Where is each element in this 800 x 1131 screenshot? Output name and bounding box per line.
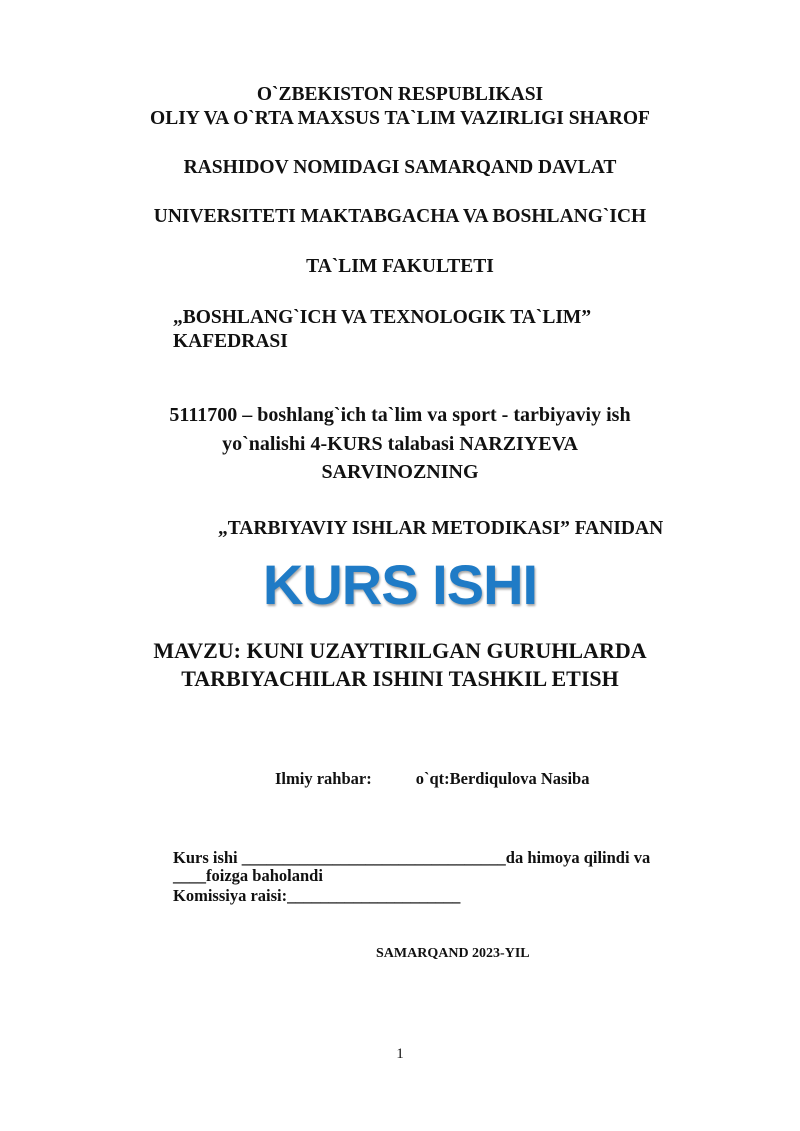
page-number: 1 bbox=[396, 1046, 404, 1062]
ministry-line-2: OLIY VA O`RTA MAXSUS TA`LIM VAZIRLIGI SHAROF bbox=[150, 108, 650, 129]
student-line-3: SARVINOZNING bbox=[321, 461, 479, 483]
defense-line-2: ____foizga baholandi bbox=[173, 866, 323, 885]
ministry-line-1: O`ZBEKISTON RESPUBLIKASI bbox=[256, 84, 544, 105]
topic-line-1: MAVZU: KUNI UZAYTIRILGAN GURUHLARDA bbox=[153, 638, 647, 663]
supervisor-label: Ilmiy rahbar: bbox=[275, 769, 372, 788]
university-line-1: RASHIDOV NOMIDAGI SAMARQAND DAVLAT bbox=[183, 157, 617, 178]
document-title: KURS ISHI bbox=[262, 553, 538, 616]
department-line-2: KAFEDRASI bbox=[173, 331, 288, 352]
student-line-1: 5111700 – boshlang`ich ta`lim va sport - tarbiyaviy ish bbox=[169, 404, 631, 426]
university-line-2: UNIVERSITETI MAKTABGACHA VA BOSHLANG`ICH bbox=[153, 206, 647, 227]
supervisor-row bbox=[275, 769, 589, 789]
defense-line-1: Kurs ishi ________________________________da himoya qilindi va bbox=[173, 848, 651, 867]
supervisor-name: o`qt:Berdiqulova Nasiba bbox=[415, 769, 590, 788]
commission-chair-line: Komissiya raisi:_____________________ bbox=[173, 886, 461, 905]
student-line-2: yo`nalishi 4-KURS talabasi NARZIYEVA bbox=[222, 433, 578, 455]
place-year: SAMARQAND 2023-YIL bbox=[376, 946, 530, 961]
subject-line: „TARBIYAVIY ISHLAR METODIKASI” FANIDAN bbox=[218, 518, 664, 539]
faculty-line: TA`LIM FAKULTETI bbox=[306, 256, 494, 277]
department-line-1: „BOSHLANG`ICH VA TEXNOLOGIK TA`LIM” bbox=[173, 307, 592, 328]
topic-line-2: TARBIYACHILAR ISHINI TASHKIL ETISH bbox=[181, 666, 619, 691]
